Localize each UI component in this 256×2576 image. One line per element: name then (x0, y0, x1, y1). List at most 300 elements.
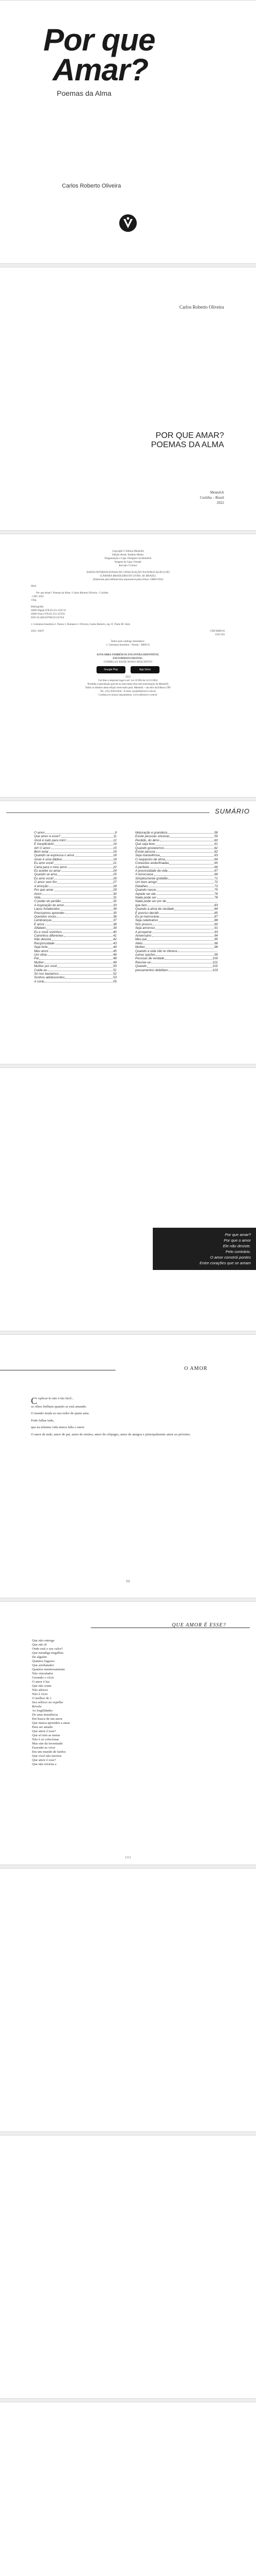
toc-entry-page: 27 (113, 880, 117, 885)
toc-entry-page: 59 (214, 835, 218, 839)
toc-entry[interactable] (135, 934, 218, 938)
poem-line: Que não retorna a (32, 1762, 57, 1766)
toc-entry-page: 15 (113, 846, 117, 850)
toc-entry[interactable] (34, 964, 117, 968)
toc-entry[interactable] (34, 923, 117, 926)
toc-entry[interactable] (34, 942, 117, 945)
toc-dot-leader (155, 926, 214, 929)
toc-entry-page: 85 (214, 911, 218, 915)
toc-entry-page: 35 (113, 911, 117, 915)
poem-line: Que amor é esse? (32, 1758, 56, 1762)
toc-entry-page: 67 (214, 869, 218, 873)
toc-entry-page: 39 (113, 926, 117, 930)
toc-entry-title: O amor (34, 831, 45, 835)
drop-cap: C (31, 1396, 38, 1406)
toc-entry-page: 25 (113, 873, 117, 877)
toc-entry-page: 66 (214, 865, 218, 869)
toc-dot-leader (168, 869, 214, 872)
toc-dot-leader (156, 850, 214, 853)
cover-page (0, 0, 256, 264)
toc-entry[interactable] (34, 961, 117, 964)
toc-entry-page: 40 (113, 930, 117, 934)
toc-entry[interactable] (135, 904, 218, 907)
poem-line: Não adoece (32, 1688, 48, 1692)
poem-line: Fazendo-se viver (32, 1746, 56, 1750)
toc-entry[interactable] (135, 861, 218, 865)
catalog-page (0, 534, 256, 798)
toc-entry-title: Um olhar (34, 953, 47, 957)
imprint-year: 2022 (217, 501, 224, 505)
toc-entry[interactable] (135, 866, 218, 869)
toc-entry-page: 31 (113, 895, 117, 900)
toc-entry[interactable] (135, 900, 218, 903)
toc-entry[interactable] (135, 835, 218, 838)
toc-entry-page: 12 (113, 838, 117, 842)
toc-dot-leader (46, 926, 113, 929)
toc-entry-page: 63 (214, 854, 218, 858)
toc-entry[interactable] (34, 835, 117, 838)
store-badges (31, 666, 225, 673)
cover-author: Carlos Roberto Oliveira (62, 183, 121, 189)
summary-title: SUMÁRIO (215, 807, 250, 815)
toc-dot-leader (64, 934, 113, 937)
epigraph-line: Por que o amor (223, 1238, 251, 1243)
toc-dot-leader (146, 945, 214, 948)
catalog-block (31, 550, 225, 697)
toc-entry-page: 98 (214, 945, 218, 950)
toc-entry[interactable] (135, 930, 218, 934)
toc-entry[interactable] (135, 953, 218, 957)
toc-entry[interactable] (135, 831, 218, 835)
toc-entry[interactable] (34, 885, 117, 888)
toc-entry-title: À burocracia (135, 873, 153, 877)
poem-line: Que só tem as meias (32, 1734, 60, 1737)
toc-dot-leader (170, 835, 214, 837)
toc-entry-title: Sonhos adolescentes (34, 976, 65, 980)
toc-entry[interactable] (135, 850, 218, 854)
toc-dot-leader (52, 938, 113, 940)
catalog-cdd-row (31, 630, 225, 637)
toc-entry-title: Vida (34, 895, 41, 900)
toc-entry-title: Quando se ama (34, 873, 57, 877)
toc-entry[interactable] (135, 942, 218, 945)
toc-dot-leader (154, 873, 214, 875)
toc-entry[interactable] (34, 869, 117, 873)
toc-entry[interactable] (34, 877, 117, 880)
toc-entry-page: 49 (113, 960, 117, 964)
toc-entry-title: Amar é uma dádiva (34, 857, 62, 861)
toc-dot-leader (169, 861, 214, 864)
toc-entry-title: Seja amoroso (135, 926, 155, 930)
toc-entry[interactable] (34, 904, 117, 907)
toc-entry[interactable] (135, 911, 218, 915)
toc-entry[interactable] (135, 877, 218, 880)
toc-dot-leader (48, 945, 113, 948)
toc-entry-page: 96 (214, 941, 218, 945)
toc-entry[interactable] (34, 896, 117, 900)
toc-entry[interactable] (135, 915, 218, 919)
toc-entry[interactable] (34, 842, 117, 846)
toc-entry-page: 73 (214, 884, 218, 888)
toc-entry[interactable] (34, 957, 117, 960)
toc-entry-title: Quando (135, 964, 147, 969)
toc-dot-leader (49, 850, 113, 853)
digital-line3: CONHEÇA E BAIXE NOSSO APLICATIVO! (103, 661, 153, 664)
toc-dot-leader (168, 831, 214, 834)
toc-dot-leader (168, 877, 214, 879)
toc-entry-title: Eu e você sozinhos (34, 930, 62, 934)
toc-entry-title: Eu já memorável (135, 914, 159, 919)
poem-line: Gerando o vício (32, 1676, 54, 1680)
toc-dot-leader (52, 919, 113, 921)
toc-entry-title: Eu amo você! (34, 876, 54, 880)
toc-entry-page: 76 (214, 892, 218, 896)
toc-dot-leader (44, 961, 113, 963)
toc-dot-leader (147, 938, 214, 940)
toc-dot-leader (174, 907, 214, 910)
toc-dot-leader (153, 923, 214, 925)
toc-entry[interactable] (135, 880, 218, 884)
toc-entry-page: 21 (113, 861, 117, 866)
toc-entry-page: 65 (214, 861, 218, 866)
toc-entry-page: 61 (214, 842, 218, 846)
paragraph: O amor de tudo, amor de pai, amor de irmãos, amor de cônjuges, amor de amigos e principalmente amor ao próximo. (31, 1432, 191, 1436)
toc-dot-leader (151, 961, 212, 963)
toc-entry-title: outras opções (135, 953, 155, 957)
toc-dot-leader (44, 980, 113, 982)
toc-column-left (34, 831, 117, 984)
toc-entry[interactable] (34, 915, 117, 919)
digital-line1: ESTA OBRA TAMBÉM SE ENCONTRA DISPONÍVEL (97, 654, 159, 656)
epigraph-line: Por que amar? (225, 1232, 251, 1237)
catalog-edition: Edição ebook: Kadimo Menez (112, 554, 144, 556)
toc-entry-page: 14 (113, 842, 117, 846)
poem-body (32, 1639, 187, 1767)
toc-entry[interactable] (34, 831, 117, 835)
catalog-cover-design: Diagramação e Capa: Designers da MenteliA (104, 557, 152, 560)
summary-rule (6, 812, 210, 813)
digital-line2: EM FORMATO DIGITAL. (113, 657, 143, 660)
toc-dot-leader (159, 911, 214, 914)
toc-entry-title: É inexplicável (34, 842, 54, 846)
toc-entry[interactable] (34, 919, 117, 922)
toc-entry[interactable] (135, 846, 218, 850)
toc-entry[interactable] (135, 869, 218, 873)
poem-line: Onde está o seu valor? (32, 1647, 63, 1651)
cover-title (43, 25, 155, 85)
blank-page (0, 2135, 256, 2399)
toc-entry[interactable] (34, 969, 117, 972)
toc-entry[interactable] (135, 961, 218, 964)
toc-entry-title: Quando a vida não te oferece (135, 949, 178, 953)
toc-entry[interactable] (135, 842, 218, 846)
toc-entry-title: Não desista (34, 938, 51, 942)
imprint-publisher: MenteliA (210, 490, 224, 495)
toc-entry-page: 53 (113, 976, 117, 980)
poem-line: O melhor do 1 (32, 1697, 52, 1700)
epigraph-line: Ele não desiste. (222, 1244, 251, 1248)
poem-line: Que não entrega (32, 1639, 55, 1642)
toc-entry[interactable] (34, 839, 117, 842)
toc-entry-title: Reciprocidade (34, 941, 55, 945)
toc-dot-leader (57, 915, 113, 918)
toc-dot-leader (147, 904, 214, 906)
toc-entry[interactable] (135, 858, 218, 861)
toc-entry-page: 64 (214, 857, 218, 861)
poem-line: Mas sim da inventiade (32, 1742, 63, 1745)
poem-line: Não é só colecionar (32, 1738, 59, 1741)
toc-dot-leader (57, 873, 113, 875)
toc-entry-title: Nada pode ser (135, 895, 156, 900)
toc-entry[interactable] (34, 900, 117, 903)
toc-entry-page: 41 (113, 934, 117, 938)
toc-entry[interactable] (34, 972, 117, 976)
toc-entry-page: 88 (214, 919, 218, 923)
poem-line: Revela (32, 1705, 42, 1708)
toc-entry[interactable] (34, 934, 117, 938)
toc-entry-title: Quando gostaremos (135, 846, 165, 850)
toc-entry-page: 93 (214, 930, 218, 934)
toc-entry-page: 34 (113, 907, 117, 911)
toc-entry-page: 33 (113, 903, 117, 907)
toc-entry-page: 84 (214, 907, 218, 911)
toc-entry-page: 51 (113, 968, 117, 972)
rights2: Proibida a reprodução parcial ou total desta obra sem autorização da MenteliA (87, 683, 169, 686)
toc-entry-title: Existe pessoa (135, 850, 155, 854)
page-number-value: 9 (127, 1580, 129, 1583)
toc-entry-title: Carta para o meu amor (34, 865, 67, 869)
toc-entry-title: que tem (135, 903, 147, 907)
toc-dot-leader (47, 969, 113, 971)
toc-dot-leader (160, 839, 214, 841)
toc-entry-title: Que amor é esse? (34, 835, 60, 839)
toc-dot-leader (169, 969, 212, 971)
toc-dot-leader (160, 854, 214, 856)
toc-dot-leader (55, 942, 113, 944)
toc-dot-leader (42, 892, 113, 895)
toc-entry[interactable] (34, 953, 117, 957)
toc-entry[interactable] (135, 923, 218, 926)
poem-line: Que arrebatador (32, 1664, 54, 1667)
toc-entry[interactable] (135, 892, 218, 896)
toc-entry[interactable] (34, 858, 117, 861)
toc-entry-title: Que seja leve (135, 842, 155, 846)
toc-entry[interactable] (34, 854, 117, 857)
toc-entry-title: Cuide-se (34, 968, 47, 972)
catalog-cover-image: Imagem da Capa: Freepik (115, 561, 141, 564)
toc-entry[interactable] (135, 854, 218, 857)
paragraph: Pode falhar tudo, (31, 1418, 55, 1422)
toc-entry[interactable] (34, 976, 117, 979)
toc-entry[interactable] (34, 866, 117, 869)
cover-subtitle: Poemas da Alma (57, 89, 111, 97)
toc-entry-title: Aniversário (135, 934, 151, 938)
toc-dot-leader (167, 900, 217, 902)
catalog-contact: Tel.: (41) 3039-6418 - E-mail: sac@editoracrv.com.br (100, 690, 156, 693)
toc-entry[interactable] (135, 957, 218, 960)
toc-entry-title: Nada pode ser por de (135, 900, 166, 904)
poem-line: Quantos fugazes (32, 1659, 55, 1663)
toc-entry-title: A prosperar (135, 930, 152, 934)
toc-entry-page: 91 (214, 926, 218, 930)
toc-entry-title: Nós poucos (135, 922, 152, 926)
toc-entry-page: 24 (113, 869, 117, 873)
toc-entry-title: Seja maravilhosa (135, 854, 160, 858)
toc-entry[interactable] (135, 888, 218, 892)
toc-entry[interactable] (135, 950, 218, 953)
toc-entry-page: 50 (113, 964, 117, 969)
imprint-city: Curitiba – Brasil (200, 496, 224, 500)
toc-dot-leader (54, 877, 113, 879)
toc-entry-page: 102 (212, 964, 218, 969)
toc-entry[interactable] (135, 938, 218, 941)
app-store-button[interactable]: App Store (131, 666, 159, 673)
toc-entry[interactable] (34, 950, 117, 953)
toc-entry[interactable] (34, 907, 117, 911)
catalog-year: 2022 (125, 676, 131, 679)
cdd-right1: CDD B869.91 (210, 630, 225, 633)
toc-entry-page: 29 (113, 888, 117, 892)
toc-entry-page: 43 (113, 941, 117, 945)
toc-dot-leader (152, 930, 214, 933)
toc-entry-title: Conexões endorfinadas (135, 861, 169, 866)
toc-entry-title: Você é tudo para mim! (34, 838, 67, 842)
toc-entry-page: 11 (113, 835, 117, 839)
poem-line: As fragilidades (32, 1709, 53, 1713)
poem-line: Que você não morreu (32, 1754, 61, 1758)
toc-entry-title: Meu amor (34, 949, 49, 953)
paragraph: que na mínima vida nunca falta o amor. (31, 1426, 85, 1430)
toc-dot-leader (67, 839, 113, 841)
record-line2: - CRV, 2022 (31, 596, 44, 598)
chapter-title: O AMOR (184, 1366, 207, 1371)
toc-dot-leader (60, 907, 113, 910)
toc-entry[interactable] (34, 911, 117, 915)
toc-entry-title: Um bom amigo (135, 880, 157, 885)
toc-entry[interactable] (34, 938, 117, 941)
toc-dot-leader (147, 964, 212, 967)
toc-entry[interactable] (135, 945, 218, 949)
toc-entry-page: 83 (214, 903, 218, 907)
toc-entry-page: 55 (113, 979, 117, 984)
toc-entry[interactable] (34, 873, 117, 876)
toc-entry-title: Seja celebrativo (135, 919, 158, 923)
catalog-copyright: Copyright © Editora MenteliA (112, 550, 144, 553)
toc-dot-leader (45, 923, 113, 925)
google-play-button[interactable]: Google Play (97, 666, 125, 673)
toc-entry[interactable] (135, 926, 218, 930)
page-number: [9] (126, 1580, 130, 1583)
toc-dot-leader (155, 842, 214, 845)
toc-entry[interactable] (34, 846, 117, 850)
toc-entry[interactable] (135, 964, 218, 968)
toc-dot-leader (75, 854, 113, 856)
blank-page (0, 2402, 256, 2576)
toc-entry[interactable] (34, 861, 117, 865)
toc-dot-leader (65, 911, 113, 914)
toc-entry-title: O poder do perdão (34, 900, 61, 904)
toc-entry-title: Por que amar (34, 888, 54, 892)
toc-entry-title: Queridos voces (34, 914, 56, 919)
toc-entry-title: Mulher (135, 945, 145, 950)
poem-line: Em um mundo de fardos (32, 1750, 66, 1754)
toc-dot-leader (156, 892, 214, 895)
toc-entry-page: 75 (214, 888, 218, 892)
toc-dot-leader (65, 976, 113, 978)
toc-entry[interactable] (135, 839, 218, 842)
title-page-imprint (200, 490, 224, 505)
toc-dot-leader (45, 831, 115, 834)
poem-line: Em busca de um amor (32, 1717, 62, 1721)
toc-entry-page: 22 (113, 865, 117, 869)
toc-entry-page: 26 (113, 876, 117, 880)
poem-line: Não vinculador (32, 1672, 53, 1675)
toc-entry[interactable] (34, 880, 117, 884)
toc-entry-title: Renove-se (135, 960, 151, 964)
paragraph: O mundo muda ao seu redor de quem ama. (31, 1412, 90, 1416)
toc-entry[interactable] (34, 945, 117, 949)
toc-dot-leader (157, 880, 214, 883)
toc-entry-title: Laços fortalecidos (34, 907, 60, 911)
toc-entry-title: Seja forte (34, 945, 48, 950)
toc-entry[interactable] (34, 930, 117, 934)
toc-dot-leader (165, 846, 214, 849)
toc-entry-title: A perfeita (135, 865, 149, 869)
toc-entry-page: 60 (214, 838, 218, 842)
chapter-o-amor-page (0, 1334, 256, 1598)
toc-entry[interactable] (135, 919, 218, 922)
toc-entry[interactable] (34, 850, 117, 854)
poem-line: Seu reflexo no espelho (32, 1701, 63, 1704)
catalog-isbn1: ISBN Digital 978-65-251-3567-8 (31, 609, 66, 612)
toc-entry[interactable] (135, 873, 218, 876)
toc-entry[interactable] (34, 926, 117, 930)
toc-dot-leader (61, 835, 113, 837)
chapter-title: QUE AMOR É ESSE? (172, 1622, 226, 1628)
toc-entry-title: Precisamos aprender (34, 911, 65, 915)
toc-entry-page: 71 (214, 876, 218, 880)
toc-entry-title: Pessoas de verdade (135, 957, 165, 961)
toc-entry[interactable] (34, 980, 117, 984)
catalog-doi: DOI 10.24824/978652513570.8 (31, 617, 65, 619)
toc-entry[interactable] (135, 969, 218, 972)
toc-dot-leader (165, 957, 212, 959)
toc-entry[interactable] (34, 892, 117, 896)
toc-entry-title: Só nos bastamos (34, 972, 59, 976)
toc-entry-page: 16 (113, 850, 117, 854)
toc-entry-page: 42 (113, 938, 117, 942)
poem-line: De uma insistência (32, 1713, 58, 1717)
toc-dot-leader (49, 950, 113, 952)
index-line: 1. Literatura brasileira – Poesia – B869.91 (106, 644, 150, 647)
toc-entry-page: 62 (214, 846, 218, 850)
cdd-left: 2022- 26037 (31, 630, 44, 633)
toc-entry-title: Detalhes (135, 884, 148, 888)
catalog-subjects: 1. Literatura brasileira 2. Poesia 3. Romance I. Oliveira, Carlos Roberto, org. II. Título III. Série (31, 623, 131, 626)
toc-entry[interactable] (135, 885, 218, 888)
toc-dot-leader (65, 904, 113, 906)
toc-entry[interactable] (34, 888, 117, 892)
toc-entry[interactable] (135, 896, 218, 900)
toc-entry[interactable] (135, 907, 218, 911)
toc-dot-leader (157, 896, 214, 899)
poem-line: Não é vício (32, 1692, 48, 1696)
toc-entry-page: 30 (113, 892, 117, 896)
toc-entry-page: 9 (115, 831, 117, 835)
paragraph: os olhos brilham quando se está amando. (31, 1405, 87, 1409)
toc-entry-title: Eu aceitei ou amar (34, 869, 61, 873)
toc-dot-leader (68, 866, 113, 868)
